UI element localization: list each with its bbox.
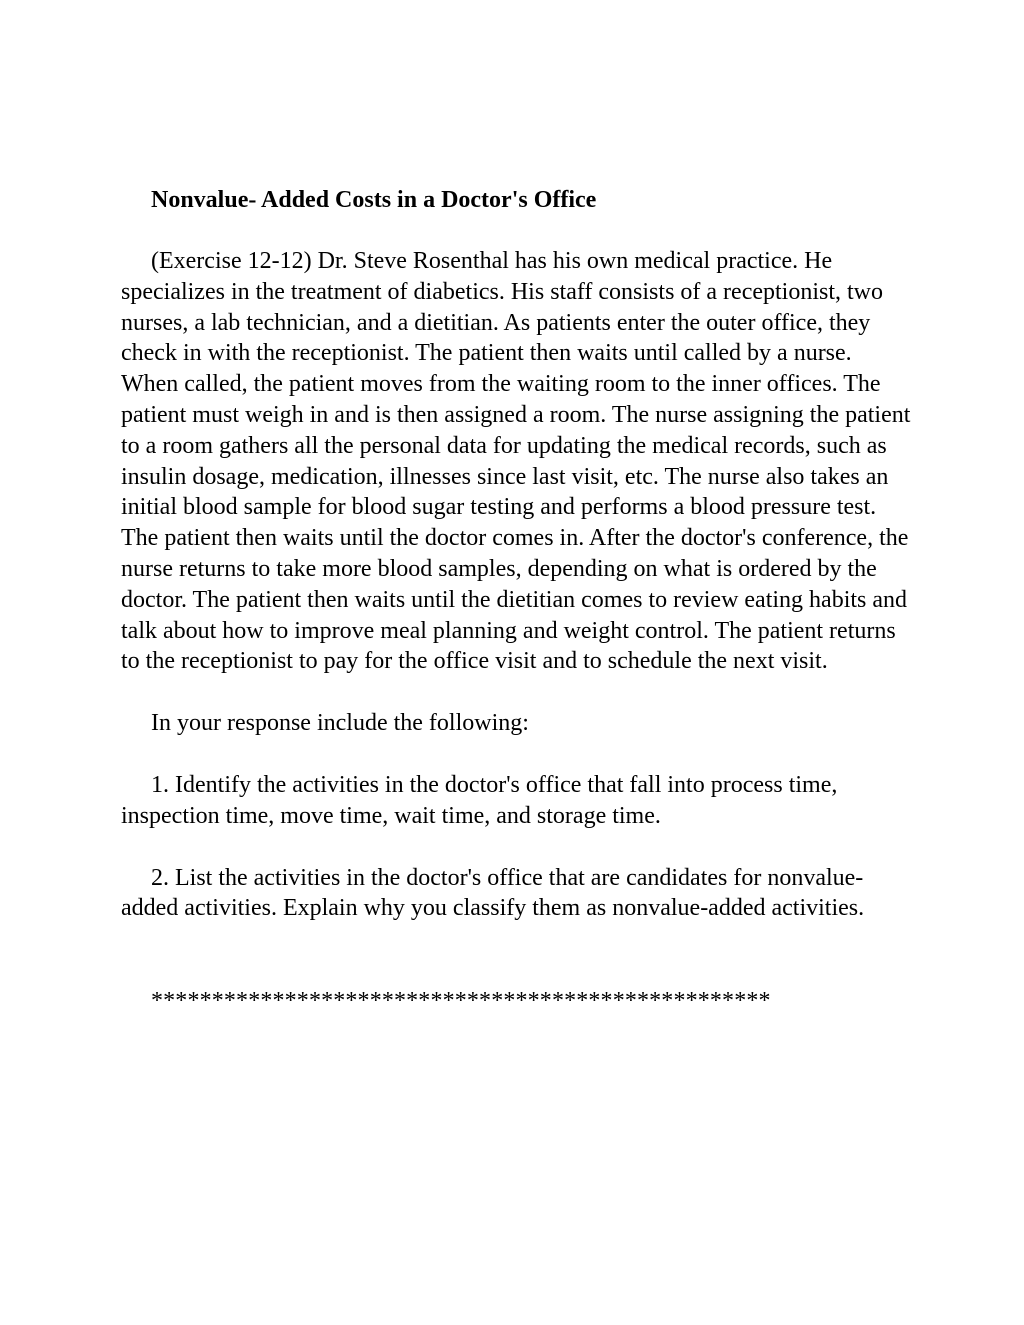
document-title: Nonvalue- Added Costs in a Doctor's Office <box>151 187 597 213</box>
spacer <box>121 739 911 770</box>
question-item-2: 2. List the activities in the doctor's office that are candidates for nonvalue-added activities. Explain why you classify them as nonvalue-added activities. <box>121 864 865 922</box>
spacer <box>121 832 911 863</box>
document-page <box>121 185 911 1016</box>
response-intro-paragraph: In your response include the following: <box>151 710 529 737</box>
separator-line: *************************************************** <box>151 988 771 1015</box>
spacer <box>121 677 911 708</box>
spacer <box>121 215 911 246</box>
question-item-1: 1. Identify the activities in the doctor's office that fall into process time, inspection time, move time, wait time, and storage time. <box>121 771 838 829</box>
spacer <box>121 924 911 986</box>
intro-paragraph: (Exercise 12-12) Dr. Steve Rosenthal has his own medical practice. He specializes in the treatment of diabetics. His staff consists of a receptionist, two nurses, a lab technician, and a dietitian. As patients enter the outer office, they check in with the receptionist. The patient then waits until called by a nurse. When called, the patient moves from the waiting room to the inner offices. The patient must weigh in and is then assigned a room. The nurse assigning the patient to a room gathers all the personal data for updating the medical records, such as insulin dosage, medication, illnesses since last visit, etc. The nurse also takes an initial blood sample for blood sugar testing and performs a blood pressure test. The patient then waits until the doctor comes in. After the doctor's conference, the nurse returns to take more blood samples, depending on what is ordered by the doctor. The patient then waits until the dietitian comes to review eating habits and talk about how to improve meal planning and weight control. The patient returns to the receptionist to pay for the office visit and to schedule the next visit. <box>121 248 911 675</box>
